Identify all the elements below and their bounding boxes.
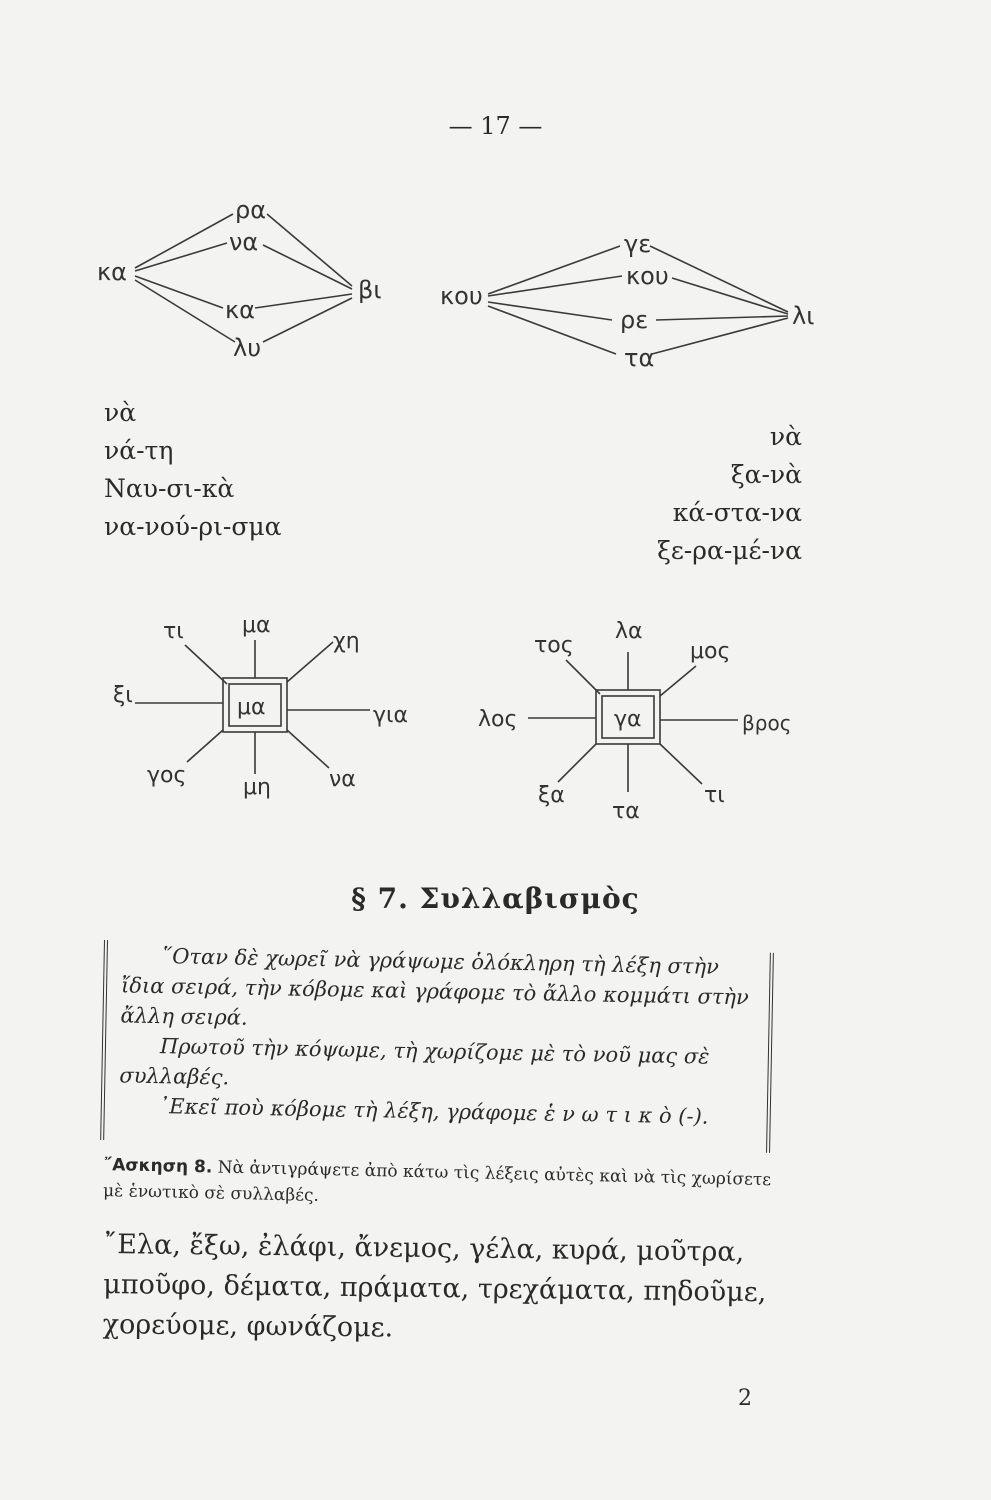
star1-right: για [373, 703, 408, 728]
diag2-syllable-1: γε [624, 230, 652, 258]
word-list-right [560, 418, 802, 570]
diag1-syllable-1: ρα [235, 196, 267, 224]
list-item: νὰ [104, 398, 137, 427]
rule-paragraph: ᾿Εκεῖ ποὺ κόβομε τὴ λέξη, γράφομε ἑ ν ω τ ι κ ὸ (-). [158, 1094, 709, 1129]
star1-top-right: χη [333, 629, 360, 654]
star2-right: βρος [742, 711, 792, 735]
diag1-syllable-2: να [229, 228, 259, 256]
list-item: νά-τη [104, 436, 174, 465]
diag2-syllable-3: ρε [620, 306, 649, 334]
star2-bottom-right: τι [704, 783, 725, 808]
signature-number: 2 [738, 1386, 752, 1411]
diag1-syllable-4: λυ [233, 334, 262, 362]
exercise-words: ῎Ελα, ἔξω, ἐλάφι, ἄνεμος, γέλα, κυρά, μοῦτρα, μποῦφο, δέματα, πράματα, τρεχάματα, πηδοῦμε, χορεύομε, φωνάζομε. [102, 1228, 767, 1344]
diag1-right-syllable: βι [358, 276, 382, 304]
star2-top-right: μος [690, 639, 731, 664]
star2-bottom-left: ξα [538, 783, 565, 808]
diag1-syllable-3: κα [225, 296, 255, 324]
list-item: ξα-νὰ [730, 460, 802, 489]
star2-top: λα [615, 619, 643, 644]
list-item: Ναυ-σι-κὰ [104, 474, 235, 503]
diag2-right-syllable: λι [792, 302, 815, 330]
list-item: να-νού-ρι-σμα [104, 512, 282, 541]
syllable-star-2 [478, 612, 818, 830]
list-item: νὰ [769, 422, 802, 451]
star1-bottom-left: γος [147, 763, 187, 788]
star2-bottom: τα [612, 799, 640, 824]
star1-top-left: τι [163, 619, 184, 644]
syllable-diagram-2 [440, 232, 840, 372]
diag2-left-syllable: κου [440, 282, 483, 310]
syllable-star-1 [115, 610, 475, 820]
star2-left: λος [478, 707, 518, 732]
diag1-left-syllable: κα [97, 258, 127, 286]
syllable-diagram-1 [95, 190, 382, 370]
star2-top-left: τος [534, 633, 574, 658]
star1-left: ξι [113, 683, 133, 708]
star2-center: γα [614, 707, 642, 732]
list-item: ξε-ρα-μέ-να [657, 536, 802, 565]
star1-center: μα [237, 695, 266, 720]
star1-bottom-right: να [329, 767, 356, 792]
diag2-syllable-2: κου [626, 262, 669, 290]
star1-bottom: μη [243, 775, 271, 800]
rule-paragraph: ῞Οταν δὲ χωρεῖ νὰ γράψωμε ὁλόκληρη τὴ λέξη στὴν ἴδια σειρά, τὴν κόβομε καὶ γράφομε τὸ ἄλλο κομμάτι στὴν ἄλλη σειρά. [120, 944, 750, 1030]
page-number: — 17 — [448, 112, 543, 140]
exercise-text: Νὰ ἀντιγράψετε ἀπὸ κάτω τὶς λέξεις αὐτὲς καὶ νὰ τὶς χωρίσετε μὲ ἑνωτικὸ σὲ συλλαβές. [102, 1157, 772, 1206]
word-list-left [104, 394, 282, 546]
exercise-instructions [103, 1152, 784, 1219]
diag2-syllable-4: τα [624, 344, 655, 372]
list-item: κά-στα-να [672, 498, 802, 527]
rule-paragraph: Πρωτοῦ τὴν κόψωμε, τὴ χωρίζομε μὲ τὸ νοῦ μας σὲ συλλαβές. [119, 1034, 710, 1090]
rule-box [100, 940, 774, 1153]
star1-top: μα [242, 613, 271, 638]
exercise-label: ῎Ασκηση 8. [103, 1154, 213, 1178]
section-heading: § 7. Συλλαβισμὸς [351, 882, 640, 915]
